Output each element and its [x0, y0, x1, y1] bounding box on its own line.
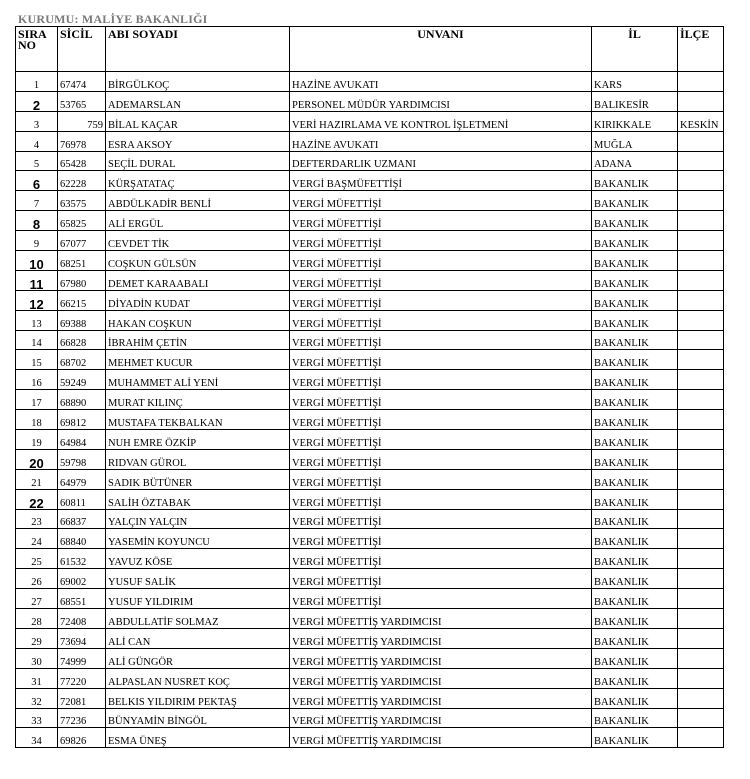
cell-unvan: VERGİ MÜFETTİŞ YARDIMCISI [290, 688, 592, 708]
cell-sicil: 72081 [58, 688, 106, 708]
cell-il: KARS [592, 72, 678, 92]
cell-name: CEVDET TİK [106, 231, 290, 251]
cell-ilce [678, 609, 724, 629]
cell-sicil: 59798 [58, 449, 106, 469]
cell-unvan: HAZİNE AVUKATI [290, 131, 592, 151]
cell-name: ALPASLAN NUSRET KOÇ [106, 668, 290, 688]
cell-ilce [678, 648, 724, 668]
cell-sicil: 68840 [58, 529, 106, 549]
cell-sicil: 63575 [58, 191, 106, 211]
cell-sira-no: 16 [16, 370, 58, 390]
table-row [16, 370, 724, 390]
cell-ilce [678, 251, 724, 271]
cell-unvan: VERGİ MÜFETTİŞİ [290, 569, 592, 589]
cell-ilce [678, 509, 724, 529]
cell-il: BAKANLIK [592, 569, 678, 589]
cell-name: SEÇİL DURAL [106, 151, 290, 171]
cell-sira-no: 12 [16, 290, 58, 310]
cell-il: BAKANLIK [592, 350, 678, 370]
cell-name: BİRGÜLKOÇ [106, 72, 290, 92]
cell-unvan: VERGİ MÜFETTİŞİ [290, 270, 592, 290]
cell-name: MURAT KILINÇ [106, 390, 290, 410]
cell-name: ALİ GÜNGÖR [106, 648, 290, 668]
table-row [16, 609, 724, 629]
table-row [16, 688, 724, 708]
cell-name: COŞKUN GÜLSÜN [106, 251, 290, 271]
cell-sira-no: 3 [16, 111, 58, 131]
cell-sicil: 53765 [58, 91, 106, 111]
cell-sira-no: 8 [16, 211, 58, 231]
cell-sira-no: 25 [16, 549, 58, 569]
cell-il: ADANA [592, 151, 678, 171]
cell-ilce [678, 569, 724, 589]
cell-ilce [678, 469, 724, 489]
cell-sicil: 76978 [58, 131, 106, 151]
cell-sira-no: 26 [16, 569, 58, 589]
table-row [16, 569, 724, 589]
cell-il: KIRIKKALE [592, 111, 678, 131]
cell-unvan: HAZİNE AVUKATI [290, 72, 592, 92]
cell-sira-no: 32 [16, 688, 58, 708]
cell-unvan: VERGİ MÜFETTİŞ YARDIMCISI [290, 648, 592, 668]
table-row [16, 628, 724, 648]
cell-name: MUHAMMET ALİ YENİ [106, 370, 290, 390]
cell-unvan: VERGİ MÜFETTİŞİ [290, 290, 592, 310]
cell-name: DEMET KARAABALI [106, 270, 290, 290]
cell-sicil: 65428 [58, 151, 106, 171]
cell-sira-no: 2 [16, 91, 58, 111]
cell-sicil: 65825 [58, 211, 106, 231]
cell-il: BALIKESİR [592, 91, 678, 111]
cell-ilce [678, 91, 724, 111]
cell-ilce [678, 430, 724, 450]
cell-sicil: 77236 [58, 708, 106, 728]
cell-sira-no: 17 [16, 390, 58, 410]
cell-il: BAKANLIK [592, 609, 678, 629]
cell-sicil: 67077 [58, 231, 106, 251]
cell-ilce [678, 270, 724, 290]
cell-name: ALİ CAN [106, 628, 290, 648]
cell-name: DİYADİN KUDAT [106, 290, 290, 310]
table-row [16, 708, 724, 728]
table-row [16, 350, 724, 370]
cell-sicil: 66215 [58, 290, 106, 310]
cell-il: BAKANLIK [592, 251, 678, 271]
cell-sicil: 69002 [58, 569, 106, 589]
table-row [16, 330, 724, 350]
cell-ilce [678, 330, 724, 350]
cell-unvan: VERGİ MÜFETTİŞİ [290, 549, 592, 569]
personnel-table [15, 26, 724, 748]
cell-name: BİLAL KAÇAR [106, 111, 290, 131]
cell-sira-no: 29 [16, 628, 58, 648]
cell-unvan: VERGİ MÜFETTİŞİ [290, 509, 592, 529]
cell-il: BAKANLIK [592, 529, 678, 549]
cell-ilce [678, 131, 724, 151]
cell-ilce [678, 191, 724, 211]
cell-name: YUSUF SALİK [106, 569, 290, 589]
cell-sicil: 77220 [58, 668, 106, 688]
table-row [16, 410, 724, 430]
cell-sicil: 67474 [58, 72, 106, 92]
cell-il: BAKANLIK [592, 211, 678, 231]
cell-unvan: VERGİ MÜFETTİŞİ [290, 410, 592, 430]
cell-il: BAKANLIK [592, 489, 678, 509]
cell-sira-no: 15 [16, 350, 58, 370]
cell-sicil: 67980 [58, 270, 106, 290]
cell-sira-no: 14 [16, 330, 58, 350]
cell-ilce [678, 151, 724, 171]
cell-unvan: VERGİ MÜFETTİŞ YARDIMCISI [290, 628, 592, 648]
cell-sicil: 74999 [58, 648, 106, 668]
cell-il: BAKANLIK [592, 310, 678, 330]
cell-il: BAKANLIK [592, 270, 678, 290]
table-row [16, 390, 724, 410]
cell-ilce [678, 410, 724, 430]
cell-il: BAKANLIK [592, 549, 678, 569]
table-row [16, 728, 724, 748]
cell-sicil: 64984 [58, 430, 106, 450]
table-row [16, 270, 724, 290]
cell-name: İBRAHİM ÇETİN [106, 330, 290, 350]
cell-unvan: VERGİ MÜFETTİŞ YARDIMCISI [290, 708, 592, 728]
cell-ilce [678, 310, 724, 330]
cell-name: KÜRŞATATAÇ [106, 171, 290, 191]
table-row [16, 191, 724, 211]
cell-name: ADEMARSLAN [106, 91, 290, 111]
cell-il: BAKANLIK [592, 668, 678, 688]
cell-il: BAKANLIK [592, 390, 678, 410]
cell-sicil: 69826 [58, 728, 106, 748]
cell-ilce [678, 628, 724, 648]
cell-sira-no: 24 [16, 529, 58, 549]
cell-name: ESRA AKSOY [106, 131, 290, 151]
cell-il: BAKANLIK [592, 430, 678, 450]
cell-sicil: 68890 [58, 390, 106, 410]
cell-sicil: 66837 [58, 509, 106, 529]
cell-name: ESMA ÜNEŞ [106, 728, 290, 748]
cell-unvan: VERGİ MÜFETTİŞİ [290, 430, 592, 450]
table-row [16, 111, 724, 131]
cell-sira-no: 27 [16, 589, 58, 609]
cell-il: BAKANLIK [592, 509, 678, 529]
cell-ilce [678, 589, 724, 609]
cell-unvan: VERGİ MÜFETTİŞİ [290, 589, 592, 609]
cell-unvan: VERGİ MÜFETTİŞİ [290, 330, 592, 350]
cell-il: BAKANLIK [592, 410, 678, 430]
cell-sira-no: 23 [16, 509, 58, 529]
table-row [16, 171, 724, 191]
table-row [16, 91, 724, 111]
cell-sira-no: 21 [16, 469, 58, 489]
cell-il: BAKANLIK [592, 648, 678, 668]
cell-ilce [678, 708, 724, 728]
cell-unvan: VERGİ MÜFETTİŞİ [290, 310, 592, 330]
table-row [16, 529, 724, 549]
cell-sira-no: 22 [16, 489, 58, 509]
cell-name: YALÇIN YALÇIN [106, 509, 290, 529]
table-row [16, 310, 724, 330]
cell-ilce [678, 350, 724, 370]
cell-name: ALİ ERGÜL [106, 211, 290, 231]
cell-il: BAKANLIK [592, 589, 678, 609]
table-row [16, 589, 724, 609]
cell-sira-no: 31 [16, 668, 58, 688]
cell-il: BAKANLIK [592, 708, 678, 728]
cell-name: ABDÜLKADİR BENLİ [106, 191, 290, 211]
cell-il: BAKANLIK [592, 171, 678, 191]
cell-name: SALİH ÖZTABAK [106, 489, 290, 509]
cell-unvan: VERGİ MÜFETTİŞİ [290, 370, 592, 390]
table-row [16, 151, 724, 171]
cell-unvan: VERGİ MÜFETTİŞİ [290, 449, 592, 469]
cell-unvan: VERGİ MÜFETTİŞİ [290, 251, 592, 271]
cell-unvan: VERGİ MÜFETTİŞİ [290, 191, 592, 211]
cell-sira-no: 18 [16, 410, 58, 430]
cell-sicil: 61532 [58, 549, 106, 569]
cell-unvan: VERGİ MÜFETTİŞİ [290, 469, 592, 489]
table-row [16, 449, 724, 469]
table-row [16, 469, 724, 489]
table-row [16, 251, 724, 271]
table-row [16, 430, 724, 450]
cell-ilce [678, 449, 724, 469]
cell-sicil: 72408 [58, 609, 106, 629]
column-header-unvan: UNVANI [290, 27, 592, 72]
cell-name: RIDVAN GÜROL [106, 449, 290, 469]
cell-sira-no: 20 [16, 449, 58, 469]
cell-sicil: 66828 [58, 330, 106, 350]
cell-sicil: 69812 [58, 410, 106, 430]
cell-sicil: 759 [58, 111, 106, 131]
table-header-row [16, 27, 724, 72]
cell-ilce [678, 489, 724, 509]
cell-ilce [678, 211, 724, 231]
cell-unvan: DEFTERDARLIK UZMANI [290, 151, 592, 171]
cell-sicil: 73694 [58, 628, 106, 648]
cell-il: MUĞLA [592, 131, 678, 151]
column-header-il: İL [592, 27, 678, 72]
table-row [16, 231, 724, 251]
cell-ilce [678, 231, 724, 251]
cell-name: YAVUZ KÖSE [106, 549, 290, 569]
column-header-sicil: SİCİL [58, 27, 106, 72]
table-row [16, 290, 724, 310]
cell-sira-no: 30 [16, 648, 58, 668]
cell-name: MUSTAFA TEKBALKAN [106, 410, 290, 430]
cell-il: BAKANLIK [592, 449, 678, 469]
cell-il: BAKANLIK [592, 191, 678, 211]
cell-name: ABDULLATİF SOLMAZ [106, 609, 290, 629]
cell-unvan: VERİ HAZIRLAMA VE KONTROL İŞLETMENİ [290, 111, 592, 131]
cell-unvan: VERGİ MÜFETTİŞİ [290, 390, 592, 410]
cell-ilce [678, 370, 724, 390]
cell-unvan: VERGİ MÜFETTİŞ YARDIMCISI [290, 609, 592, 629]
cell-il: BAKANLIK [592, 231, 678, 251]
cell-name: BÜNYAMİN BİNGÖL [106, 708, 290, 728]
organization-title: KURUMU: MALİYE BAKANLIĞI [18, 12, 208, 26]
cell-ilce [678, 668, 724, 688]
cell-il: BAKANLIK [592, 290, 678, 310]
cell-il: BAKANLIK [592, 628, 678, 648]
cell-il: BAKANLIK [592, 370, 678, 390]
cell-sira-no: 5 [16, 151, 58, 171]
cell-sira-no: 6 [16, 171, 58, 191]
cell-sicil: 59249 [58, 370, 106, 390]
cell-ilce [678, 290, 724, 310]
cell-sicil: 69388 [58, 310, 106, 330]
cell-il: BAKANLIK [592, 688, 678, 708]
cell-name: HAKAN COŞKUN [106, 310, 290, 330]
table-row [16, 131, 724, 151]
cell-ilce [678, 529, 724, 549]
cell-ilce [678, 390, 724, 410]
cell-ilce: KESKİN [678, 111, 724, 131]
cell-sira-no: 19 [16, 430, 58, 450]
cell-unvan: VERGİ MÜFETTİŞİ [290, 350, 592, 370]
cell-sicil: 64979 [58, 469, 106, 489]
cell-il: BAKANLIK [592, 469, 678, 489]
cell-sira-no: 33 [16, 708, 58, 728]
cell-unvan: VERGİ MÜFETTİŞİ [290, 489, 592, 509]
table-row [16, 648, 724, 668]
cell-sira-no: 13 [16, 310, 58, 330]
cell-sira-no: 1 [16, 72, 58, 92]
cell-name: YASEMİN KOYUNCU [106, 529, 290, 549]
cell-sira-no: 28 [16, 609, 58, 629]
cell-name: MEHMET KUCUR [106, 350, 290, 370]
cell-sira-no: 11 [16, 270, 58, 290]
cell-sicil: 68702 [58, 350, 106, 370]
cell-sira-no: 7 [16, 191, 58, 211]
column-header-sira-no: SIRA NO [16, 27, 58, 72]
cell-sicil: 68251 [58, 251, 106, 271]
cell-ilce [678, 72, 724, 92]
cell-unvan: VERGİ MÜFETTİŞ YARDIMCISI [290, 668, 592, 688]
cell-sira-no: 9 [16, 231, 58, 251]
cell-name: BELKIS YILDIRIM PEKTAŞ [106, 688, 290, 708]
column-header-name: ABI SOYADI [106, 27, 290, 72]
cell-unvan: VERGİ MÜFETTİŞİ [290, 529, 592, 549]
cell-ilce [678, 688, 724, 708]
table-row [16, 549, 724, 569]
cell-name: SADIK BÜTÜNER [106, 469, 290, 489]
cell-sicil: 60811 [58, 489, 106, 509]
cell-sicil: 68551 [58, 589, 106, 609]
cell-unvan: VERGİ MÜFETTİŞİ [290, 211, 592, 231]
cell-sicil: 62228 [58, 171, 106, 191]
cell-unvan: PERSONEL MÜDÜR YARDIMCISI [290, 91, 592, 111]
cell-sira-no: 10 [16, 251, 58, 271]
cell-il: BAKANLIK [592, 728, 678, 748]
cell-il: BAKANLIK [592, 330, 678, 350]
cell-unvan: VERGİ MÜFETTİŞİ [290, 231, 592, 251]
table-row [16, 211, 724, 231]
cell-ilce [678, 549, 724, 569]
cell-sira-no: 34 [16, 728, 58, 748]
cell-name: YUSUF YILDIRIM [106, 589, 290, 609]
column-header-ilce: İLÇE [678, 27, 724, 72]
cell-ilce [678, 728, 724, 748]
table-row [16, 668, 724, 688]
table-row [16, 509, 724, 529]
cell-sira-no: 4 [16, 131, 58, 151]
cell-unvan: VERGİ BAŞMÜFETTİŞİ [290, 171, 592, 191]
cell-ilce [678, 171, 724, 191]
cell-unvan: VERGİ MÜFETTİŞ YARDIMCISI [290, 728, 592, 748]
table-row [16, 489, 724, 509]
table-row [16, 72, 724, 92]
cell-name: NUH EMRE ÖZKİP [106, 430, 290, 450]
